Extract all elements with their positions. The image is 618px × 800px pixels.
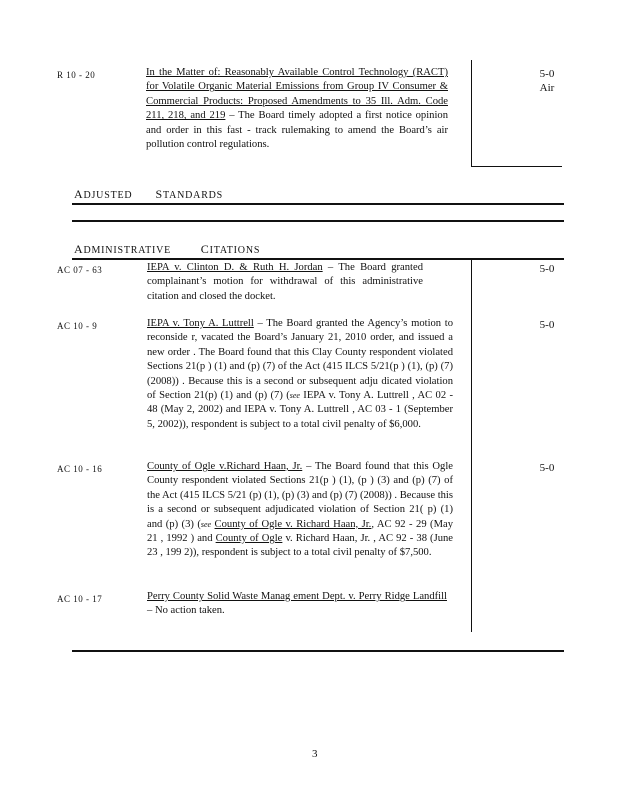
column-divider [471,60,472,166]
docket-number: AC 10 - 9 [57,321,98,331]
case-citation-link[interactable]: County of Ogle v. Richard Haan, Jr. [214,518,372,530]
column-divider [471,258,472,632]
case-title-link[interactable]: County of Ogle v.Richard Haan, Jr. [147,461,303,472]
case-summary: IEPA v. Tony A. Luttrell – The Board granted the Agency’s motion to reconside r, vacated the Board’s January 21, 2010 order, and issued a new order . The Board found that this Clay County respondent violated Sections 21(p ) (1) and (p) (7) of the Act (415 ILCS 5/21(p ) (1), (p) (7) (2008)) . Because this is a second or subsequent adju dicated violation of Section 21(p) (1) and (p) (7) (see IEPA v. Tony A. Luttrell , AC 02 - 48 (May 2, 2002) and IEPA v. Tony A. Luttrell , AC 03 - 1 (September 5, 2002)), respondent is subject to a total civil penalty of $6,000. [147,318,454,430]
section-rule [72,220,564,222]
case-summary: County of Ogle v.Richard Haan, Jr. – The Board found that this Ogle County respondent violated Sections 21(p ) (1), (p ) (3) and (p) (7) of the Act (415 ILCS 5/21 (p) (1), (p) (3) and (p) (7) (2008)) . Because this is a second or subsequent adjudicated violation of Section 21( p) (1) and (p) (3) (see County of Ogle v. Richard Haan, Jr., AC 92 - 29 (May 21 , 1992 ) and County of Ogle v. Richard Haan, Jr. , AC 92 - 38 (June 23 , 199 2)), respondent is subject to a total civil penalty of $7,500. [147,461,454,559]
section-rule [72,650,564,652]
case-summary-text: – The Board timely adopted a first notice opinion and order in this fast - track rulemaking to amend the Board’s air pollution control regulations. [146,110,448,151]
docket-number: AC 10 - 16 [57,464,103,474]
case-title-link[interactable]: IEPA v. Clinton D. & Ruth H. Jordan [147,262,323,273]
case-title-link[interactable]: IEPA v. Tony A. Luttrell [147,318,254,329]
case-summary [147,261,423,304]
docket-number: R 10 - 20 [57,70,96,80]
page-number: 3 [312,748,318,760]
section-heading-administrative-citations: ADMINISTRATIVE CITATIONS [74,242,261,256]
vote-count: 5-0 [539,462,555,474]
vote-count: 5-0 [539,263,555,275]
case-summary [147,590,447,619]
section-heading-adjusted-standards: ADJUSTED STANDARDS [74,187,224,201]
case-title-link[interactable]: In the Matter of: Reasonably Available Control Technology (RACT) for Volatile Organic Material Emissions from Group IV Consumer & Commercial Products: Proposed Amendments to 35 Ill. Adm. Code 211, 218, and 219 [146,67,448,122]
docket-number: AC 07 - 63 [57,265,103,275]
case-summary [146,66,448,152]
case-summary-text: – The Board granted complainant’s motion for withdrawal of this administrative citation and closed the docket. [147,262,423,302]
section-rule [72,258,564,260]
section-rule [72,203,564,205]
case-citation-link[interactable]: County of Ogle [215,533,283,545]
case-title-link[interactable]: Perry County Solid Waste Manag ement Dept. v. Perry Ridge Landfill [147,591,447,602]
case-summary-text: – No action taken. [147,605,225,617]
vote-count: 5-0 [539,319,555,331]
vote-count: 5-0 [539,68,555,80]
case-type: Air [539,82,555,94]
row-rule [471,166,562,167]
docket-number: AC 10 - 17 [57,594,103,604]
